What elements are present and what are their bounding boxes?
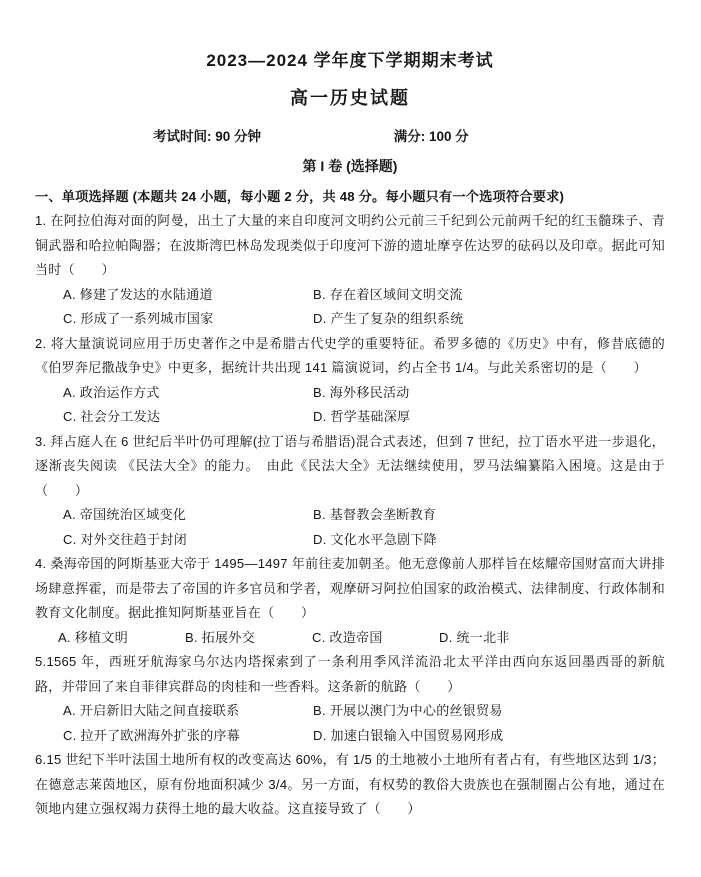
option-item: D. 产生了复杂的组织系统 — [313, 311, 464, 326]
option-item: A. 修建了发达的水陆通道 — [63, 286, 213, 302]
question-stem: 1. 在阿拉伯海对面的阿曼，出土了大量的来自印度河文明约公元前三千纪到公元前两千纪的红玉髓珠子、青铜武器和哈拉帕陶器；在波斯湾巴林岛发现类似于印度河下游的遗址摩亨佐达罗的砝码以及印章。据此可知当时（ ） — [35, 213, 665, 277]
option-item: C. 拉开了欧洲海外扩张的序幕 — [63, 727, 241, 743]
question-list — [35, 209, 665, 822]
exam-title: 2023—2024 学年度下学期期末考试 — [206, 51, 494, 70]
option-item: D. 加速白银输入中国贸易网形成 — [313, 727, 504, 743]
option-group — [35, 283, 665, 332]
option-item: B. 开展以澳门为中心的丝银贸易 — [313, 703, 503, 718]
option-item: A. 政治运作方式 — [63, 384, 160, 400]
option-item: D. 统一北非 — [439, 629, 510, 645]
option-item: C. 形成了一系列城市国家 — [63, 311, 214, 326]
option-item: D. 文化水平急剧下降 — [313, 531, 437, 547]
option-item: C. 改造帝国 — [312, 629, 383, 645]
option-item: A. 帝国统治区域变化 — [63, 507, 187, 522]
question-block — [35, 332, 665, 430]
question-block — [35, 209, 665, 332]
section-heading: 一、单项选择题 (本题共 24 小题，每小题 2 分，共 48 分。每小题只有一个选项符合要求) — [35, 189, 565, 204]
option-item: C. 社会分工发达 — [63, 409, 161, 424]
question-block — [35, 650, 665, 748]
question-stem: 6.15 世纪下半叶法国土地所有权的改变高达 60%，有 1/5 的土地被小土地所有者占有，有些地区达到 1/3；在德意志莱茵地区，原有份地面积减少 3/4。另一方面，有权势的教俗大贵族也在强制圈占公有地，通过在领地内建立强权竭力获得土地的最大收益。这直接导致了（ ） — [35, 752, 665, 816]
exam-duration: 考试时间: 90 分钟 — [153, 129, 262, 144]
option-item: D. 哲学基础深厚 — [313, 409, 411, 424]
option-item: B. 拓展外交 — [185, 629, 255, 645]
question-block — [35, 430, 665, 553]
option-item: B. 存在着区域间文明交流 — [313, 286, 463, 302]
option-item: A. 开启新旧大陆之间直接联系 — [63, 703, 240, 718]
question-block — [35, 552, 665, 650]
option-group — [35, 381, 665, 430]
question-block — [35, 748, 665, 822]
question-stem: 3. 拜占庭人在 6 世纪后半叶仍可理解(拉丁语与希腊语)混合式表述，但到 7 世纪，拉丁语水平进一步退化，逐渐丧失阅读 《民法大全》的能力。 由此《民法大全》无法继续使用，罗马法编纂陷入困境。这是由于（ ） — [35, 433, 665, 498]
question-stem: 2. 将大量演说词应用于历史著作之中是希腊古代史学的重要特征。希罗多德的《历史》中有，修昔底德的《伯罗奔尼撒战争史》中更多，据统计共出现 141 篇演说词，约占全书 1/4。与此关系密切的是（ ） — [35, 335, 665, 375]
option-group — [35, 626, 665, 651]
exam-info-row — [35, 125, 665, 145]
option-group — [35, 699, 665, 748]
volume-title: 第 I 卷 (选择题) — [302, 158, 398, 174]
option-item: C. 对外交往趋于封闭 — [63, 531, 187, 547]
question-stem: 5.1565 年，西班牙航海家乌尔达内塔探索到了一条利用季风洋流沿北太平洋由西向东返回墨西哥的新航路，并带回了来自菲律宾群岛的肉桂和一些香料。这条新的航路（ ） — [35, 654, 665, 694]
subject-title: 高一历史试题 — [290, 88, 410, 108]
option-item: B. 海外移民活动 — [313, 384, 410, 400]
question-stem: 4. 桑海帝国的阿斯基亚大帝于 1495—1497 年前往麦加朝圣。他无意像前人那样旨在炫耀帝国财富而大讲排场肆意挥霍，而是带去了帝国的许多官员和学者，观摩研习阿拉伯国家的政治模式、法律制度、行政体制和教育文化制度。据此推知阿斯基亚旨在（ ） — [35, 556, 665, 620]
option-item: A. 移植文明 — [58, 629, 128, 645]
option-group — [35, 503, 665, 552]
full-score: 满分: 100 分 — [393, 129, 469, 144]
option-item: B. 基督教会垄断教育 — [313, 507, 437, 522]
